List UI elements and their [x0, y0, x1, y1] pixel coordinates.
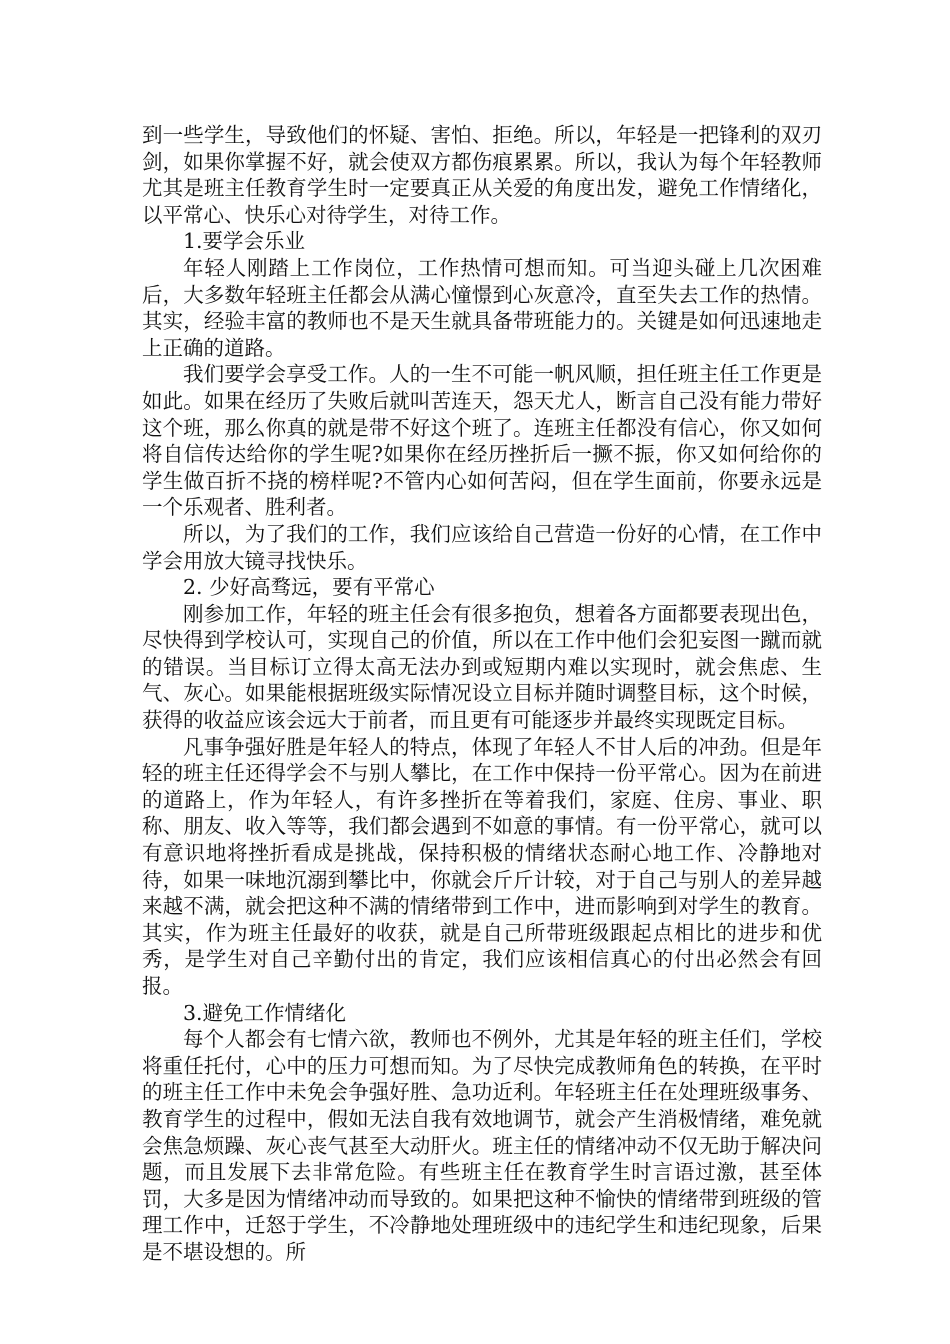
paragraph: 每个人都会有七情六欲，教师也不例外，尤其是年轻的班主任们，学校将重任托付，心中的压力可想而知。为了尽快完成教师角色的转换，在平时的班主任工作中未免会争强好胜、急功近利。年轻班主任在处理班级事务、教育学生的过程中，假如无法自我有效地调节，就会产生消极情绪，难免就会焦急烦躁、灰心丧气甚至大动肝火。班主任的情绪冲动不仅无助于解决问题，而且发展下去非常危险。有些班主任在教育学生时言语过激，甚至体罚，大多是因为情绪冲动而导致的。如果把这种不愉快的情绪带到班级的管理工作中，迁怒于学生，不冷静地处理班级中的违纪学生和违纪现象，后果是不堪设想的。所 — [142, 1027, 822, 1264]
paragraph: 凡事争强好胜是年轻人的特点，体现了年轻人不甘人后的冲劲。但是年轻的班主任还得学会不与别人攀比，在工作中保持一份平常心。因为在前进的道路上，作为年轻人，有许多挫折在等着我们，家庭、住房、事业、职称、朋友、收入等等，我们都会遇到不如意的事情。有一份平常心，就可以有意识地将挫折看成是挑战，保持积极的情绪状态耐心地工作、冷静地对待，如果一味地沉溺到攀比中，你就会斤斤计较，对于自己与别人的差异越来越不满，就会把这种不满的情绪带到工作中，进而影响到对学生的教育。其实，作为班主任最好的收获，就是自己所带班级跟起点相比的进步和优秀，是学生对自己辛勤付出的肯定，我们应该相信真心的付出必然会有回报。 — [142, 734, 822, 998]
paragraph: 我们要学会享受工作。人的一生不可能一帆风顺，担任班主任工作更是如此。如果在经历了失败后就叫苦连天，怨天尤人，断言自己没有能力带好这个班，那么你真的就是带不好这个班了。连班主任都没有信心，你又如何将自信传达给你的学生呢?如果你在经历挫折后一撅不振，你又如何给你的学生做百折不挠的榜样呢?不管内心如何苦闷，但在学生面前，你要永远是一个乐观者、胜利者。 — [142, 362, 822, 520]
paragraph-intro: 到一些学生，导致他们的怀疑、害怕、拒绝。所以，年轻是一把锋利的双刃剑，如果你掌握不好，就会使双方都伤痕累累。所以，我认为每个年轻教师尤其是班主任教育学生时一定要真正从关爱的角度出发，避免工作情绪化，以平常心、快乐心对待学生，对待工作。 — [142, 123, 822, 227]
section-heading-2: 2. 少好高骛远，要有平常心 — [183, 575, 435, 600]
paragraph: 所以，为了我们的工作，我们应该给自己营造一份好的心情，在工作中学会用放大镜寻找快乐。 — [142, 521, 822, 573]
section-heading-1: 1.要学会乐业 — [183, 229, 306, 254]
document-page — [142, 122, 822, 1266]
paragraph: 年轻人刚踏上工作岗位，工作热情可想而知。可当迎头碰上几次困难后，大多数年轻班主任都会从满心憧憬到心灰意冷，直至失去工作的热情。其实，经验丰富的教师也不是天生就具备带班能力的。关键是如何迅速地走上正确的道路。 — [142, 255, 822, 360]
paragraph: 刚参加工作，年轻的班主任会有很多抱负，想着各方面都要表现出色，尽快得到学校认可，实现自己的价值，所以在工作中他们会犯妄图一蹴而就的错误。当目标订立得太高无法办到或短期内难以实现时，就会焦虑、生气、灰心。如果能根据班级实际情况设立目标并随时调整目标，这个时候，获得的收益应该会远大于前者，而且更有可能逐步并最终实现既定目标。 — [142, 601, 822, 733]
section-heading-3: 3.避免工作情绪化 — [183, 1000, 347, 1025]
